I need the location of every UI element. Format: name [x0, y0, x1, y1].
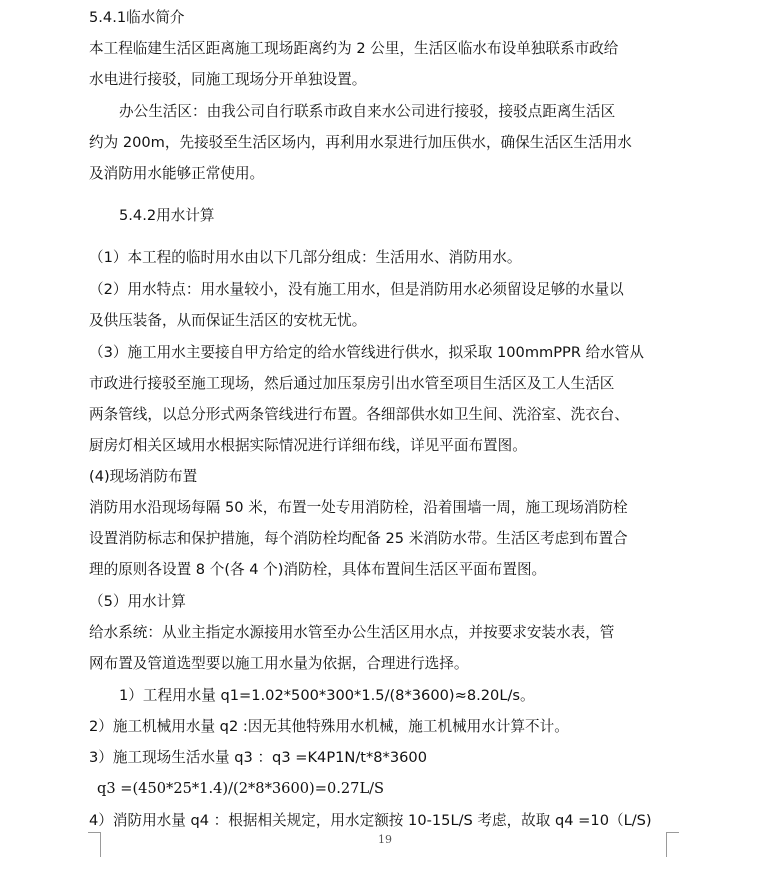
paragraph-line: 市政进行接驳至施工现场，然后通过加压泵房引出水管至项目生活区及工人生活区 — [89, 375, 615, 392]
formula-line: 3）施工现场生活水量 q3 ：q3 =K4P1N/t*8*3600 — [89, 749, 427, 766]
paragraph-line: 厨房灯相关区域用水根据实际情况进行详细布线，详见平面布置图。 — [89, 437, 527, 454]
page-number: 19 — [378, 833, 392, 846]
paragraph-line: 理的原则各设置 8 个(各 4 个)消防栓，具体布置间生活区平面布置图。 — [89, 561, 547, 578]
list-item-3: （3）施工用水主要接自甲方给定的给水管线进行供水，拟采取 100mmPPR 给水管从 — [89, 344, 644, 361]
formula-line: 4）消防用水量 q4 ：根据相关规定，用水定额按 10-15L/S 考虑，故取 q4 =10（L/S) — [89, 812, 652, 829]
paragraph-line: 设置消防标志和保护措施，每个消防栓均配备 25 米消防水带。生活区考虑到布置合 — [89, 530, 628, 547]
paragraph-line: 两条管线，以总分形式两条管线进行布置。各细部供水如卫生间、洗浴室、洗衣台、 — [89, 406, 629, 423]
list-item-4: (4)现场消防布置 — [89, 468, 198, 485]
paragraph-line: 办公生活区：由我公司自行联系市政自来水公司进行接驳，接驳点距离生活区 — [119, 103, 616, 120]
paragraph-line: 水电进行接驳，同施工现场分开单独设置。 — [89, 71, 367, 88]
section-heading-5-4-2: 5.4.2用水计算 — [119, 207, 215, 224]
section-heading-5-4-1: 5.4.1临水简介 — [89, 9, 185, 26]
paragraph-line: 及供压装备，从而保证生活区的安枕无忧。 — [89, 312, 367, 329]
list-item-1: （1）本工程的临时用水由以下几部分组成：生活用水、消防用水。 — [89, 249, 522, 266]
paragraph-line: 本工程临建生活区距离施工现场距离约为 2 公里，生活区临水布设单独联系市政给 — [89, 40, 619, 57]
paragraph-line: 给水系统：从业主指定水源接用水管至办公生活区用水点，并按要求安装水表，管 — [89, 624, 615, 641]
paragraph-line: 消防用水沿现场每隔 50 米，布置一处专用消防栓，沿着围墙一周，施工现场消防栓 — [89, 499, 628, 516]
paragraph-line: 约为 200m，先接驳至生活区场内，再利用水泵进行加压供水，确保生活区生活用水 — [89, 134, 632, 151]
formula-line: 1）工程用水量 q1=1.02*500*300*1.5/(8*3600)≈8.20L/s。 — [119, 687, 535, 704]
formula-line: q3 =(450*25*1.4)/(2*8*3600)=0.27L/S — [97, 780, 385, 797]
paragraph-line: 及消防用水能够正常使用。 — [89, 165, 265, 182]
list-item-5: （5）用水计算 — [89, 593, 186, 610]
list-item-2: （2）用水特点：用水量较小，没有施工用水，但是消防用水必须留设足够的水量以 — [89, 281, 624, 298]
paragraph-line: 网布置及管道选型要以施工用水量为依据，合理进行选择。 — [89, 655, 469, 672]
formula-line: 2）施工机械用水量 q2 :因无其他特殊用水机械，施工机械用水计算不计。 — [89, 718, 569, 735]
